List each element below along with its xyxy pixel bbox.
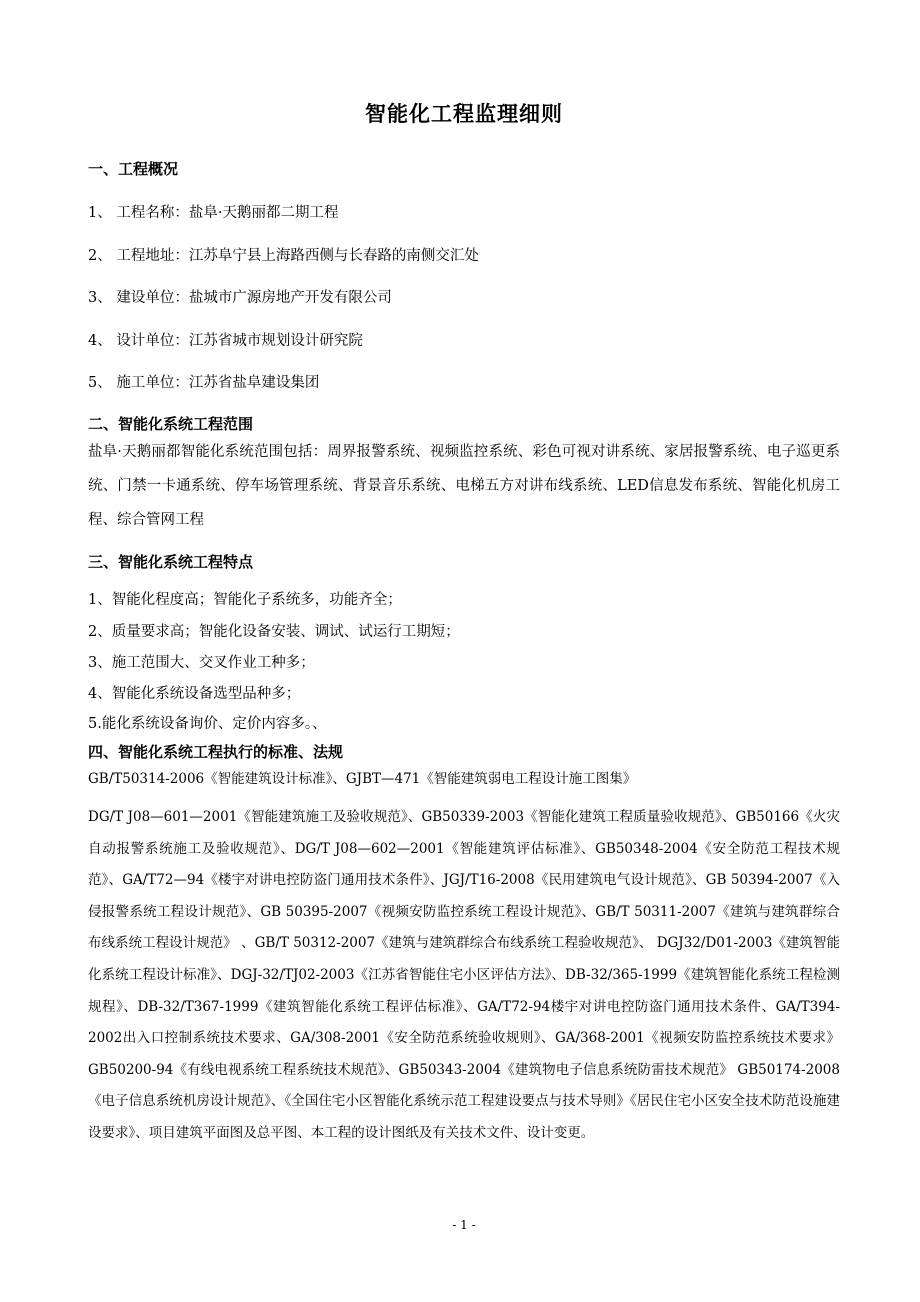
overview-item-project-name: 1、 工程名称：盐阜·天鹅丽都二期工程 — [88, 205, 339, 221]
scope-paragraph: 盐阜·天鹅丽都智能化系统范围包括：周界报警系统、视频监控系统、彩色可视对讲系统、家居报警系统、电子巡更系统、门禁一卡通系统、停车场管理系统、背景音乐系统、电梯五方对讲布线系统、LED信息发布系统、智能化机房工程、综合管网工程 — [88, 444, 840, 528]
standards-paragraph-1: GB/T50314-2006《智能建筑设计标准》、GJBT—471《智能建筑弱电工程设计施工图集》 — [88, 771, 637, 787]
overview-item-owner: 3、 建设单位：盐城市广源房地产开发有限公司 — [88, 290, 392, 306]
overview-item-contractor: 5、 施工单位：江苏省盐阜建设集团 — [88, 375, 320, 391]
page-number: - 1 - — [452, 1218, 476, 1232]
section-heading-scope: 二、智能化系统工程范围 — [88, 415, 254, 433]
overview-item-project-address: 2、 工程地址：江苏阜宁县上海路西侧与长春路的南侧交汇处 — [88, 248, 479, 264]
section-heading-overview: 一、工程概况 — [88, 160, 179, 178]
section-heading-standards: 四、智能化系统工程执行的标准、法规 — [88, 743, 344, 761]
feature-item: 5.能化系统设备询价、定价内容多。、 — [88, 716, 327, 732]
overview-item-designer: 4、 设计单位：江苏省城市规划设计研究院 — [88, 333, 363, 349]
feature-item: 1、智能化程度高；智能化子系统多，功能齐全； — [88, 592, 402, 608]
document-title: 智能化工程监理细则 — [365, 102, 563, 126]
feature-item: 4、智能化系统设备选型品种多； — [88, 686, 301, 702]
feature-item: 2、质量要求高；智能化设备安装、调试、试运行工期短； — [88, 624, 460, 640]
standards-paragraph-2: DG/T J08—601—2001《智能建筑施工及验收规范》、GB50339-2003《智能化建筑工程质量验收规范》、GB50166《火灾自动报警系统施工及验收规范》、DG/T J08—602—2001《智能建筑评估标准》、GB50348-2004《安全防范工程技术规范》、GA/T72—94《楼宇对讲电控防盗门通用技术条件》、JGJ/T16-2008《民用建筑电气设计规范》、GB 50394-2007《入侵报警系统工程设计规范》、GB 50395-2007《视频安防监控系统工程设计规范》、GB/T 50311-2007《建筑与建筑群综合布线系统工程设计规范》 、GB/T 50312-2007《建筑与建筑群综合布线系统工程验收规范》、 DGJ32/D01-2003《建筑智能化系统工程设计标准》、DGJ-32/TJ02-2003《江苏省智能住宅小区评估方法》、DB-32/365-1999《建筑智能化系统工程检测规程》、DB-32/T367-1999《建筑智能化系统工程评估标准》、GA/T72-94楼宇对讲电控防盗门通用技术条件、GA/T394-2002出入口控制系统技术要求、GA/308-2001《安全防范系统验收规则》、GA/368-2001《视频安防监控系统技术要求》GB50200-94《有线电视系统工程系统技术规范》、GB50343-2004《建筑物电子信息系统防雷技术规范》 GB50174-2008《电子信息系统机房设计规范》、《全国住宅小区智能化系统示范工程建设要点与技术导则》《居民住宅小区安全技术防范设施建设要求》、项目建筑平面图及总平图、本工程的设计图纸及有关技术文件、设计变更。 — [88, 809, 840, 1141]
document-page — [88, 0, 840, 1302]
feature-item: 3、施工范围大、交叉作业工种多； — [88, 655, 315, 671]
section-heading-features: 三、智能化系统工程特点 — [88, 553, 254, 571]
